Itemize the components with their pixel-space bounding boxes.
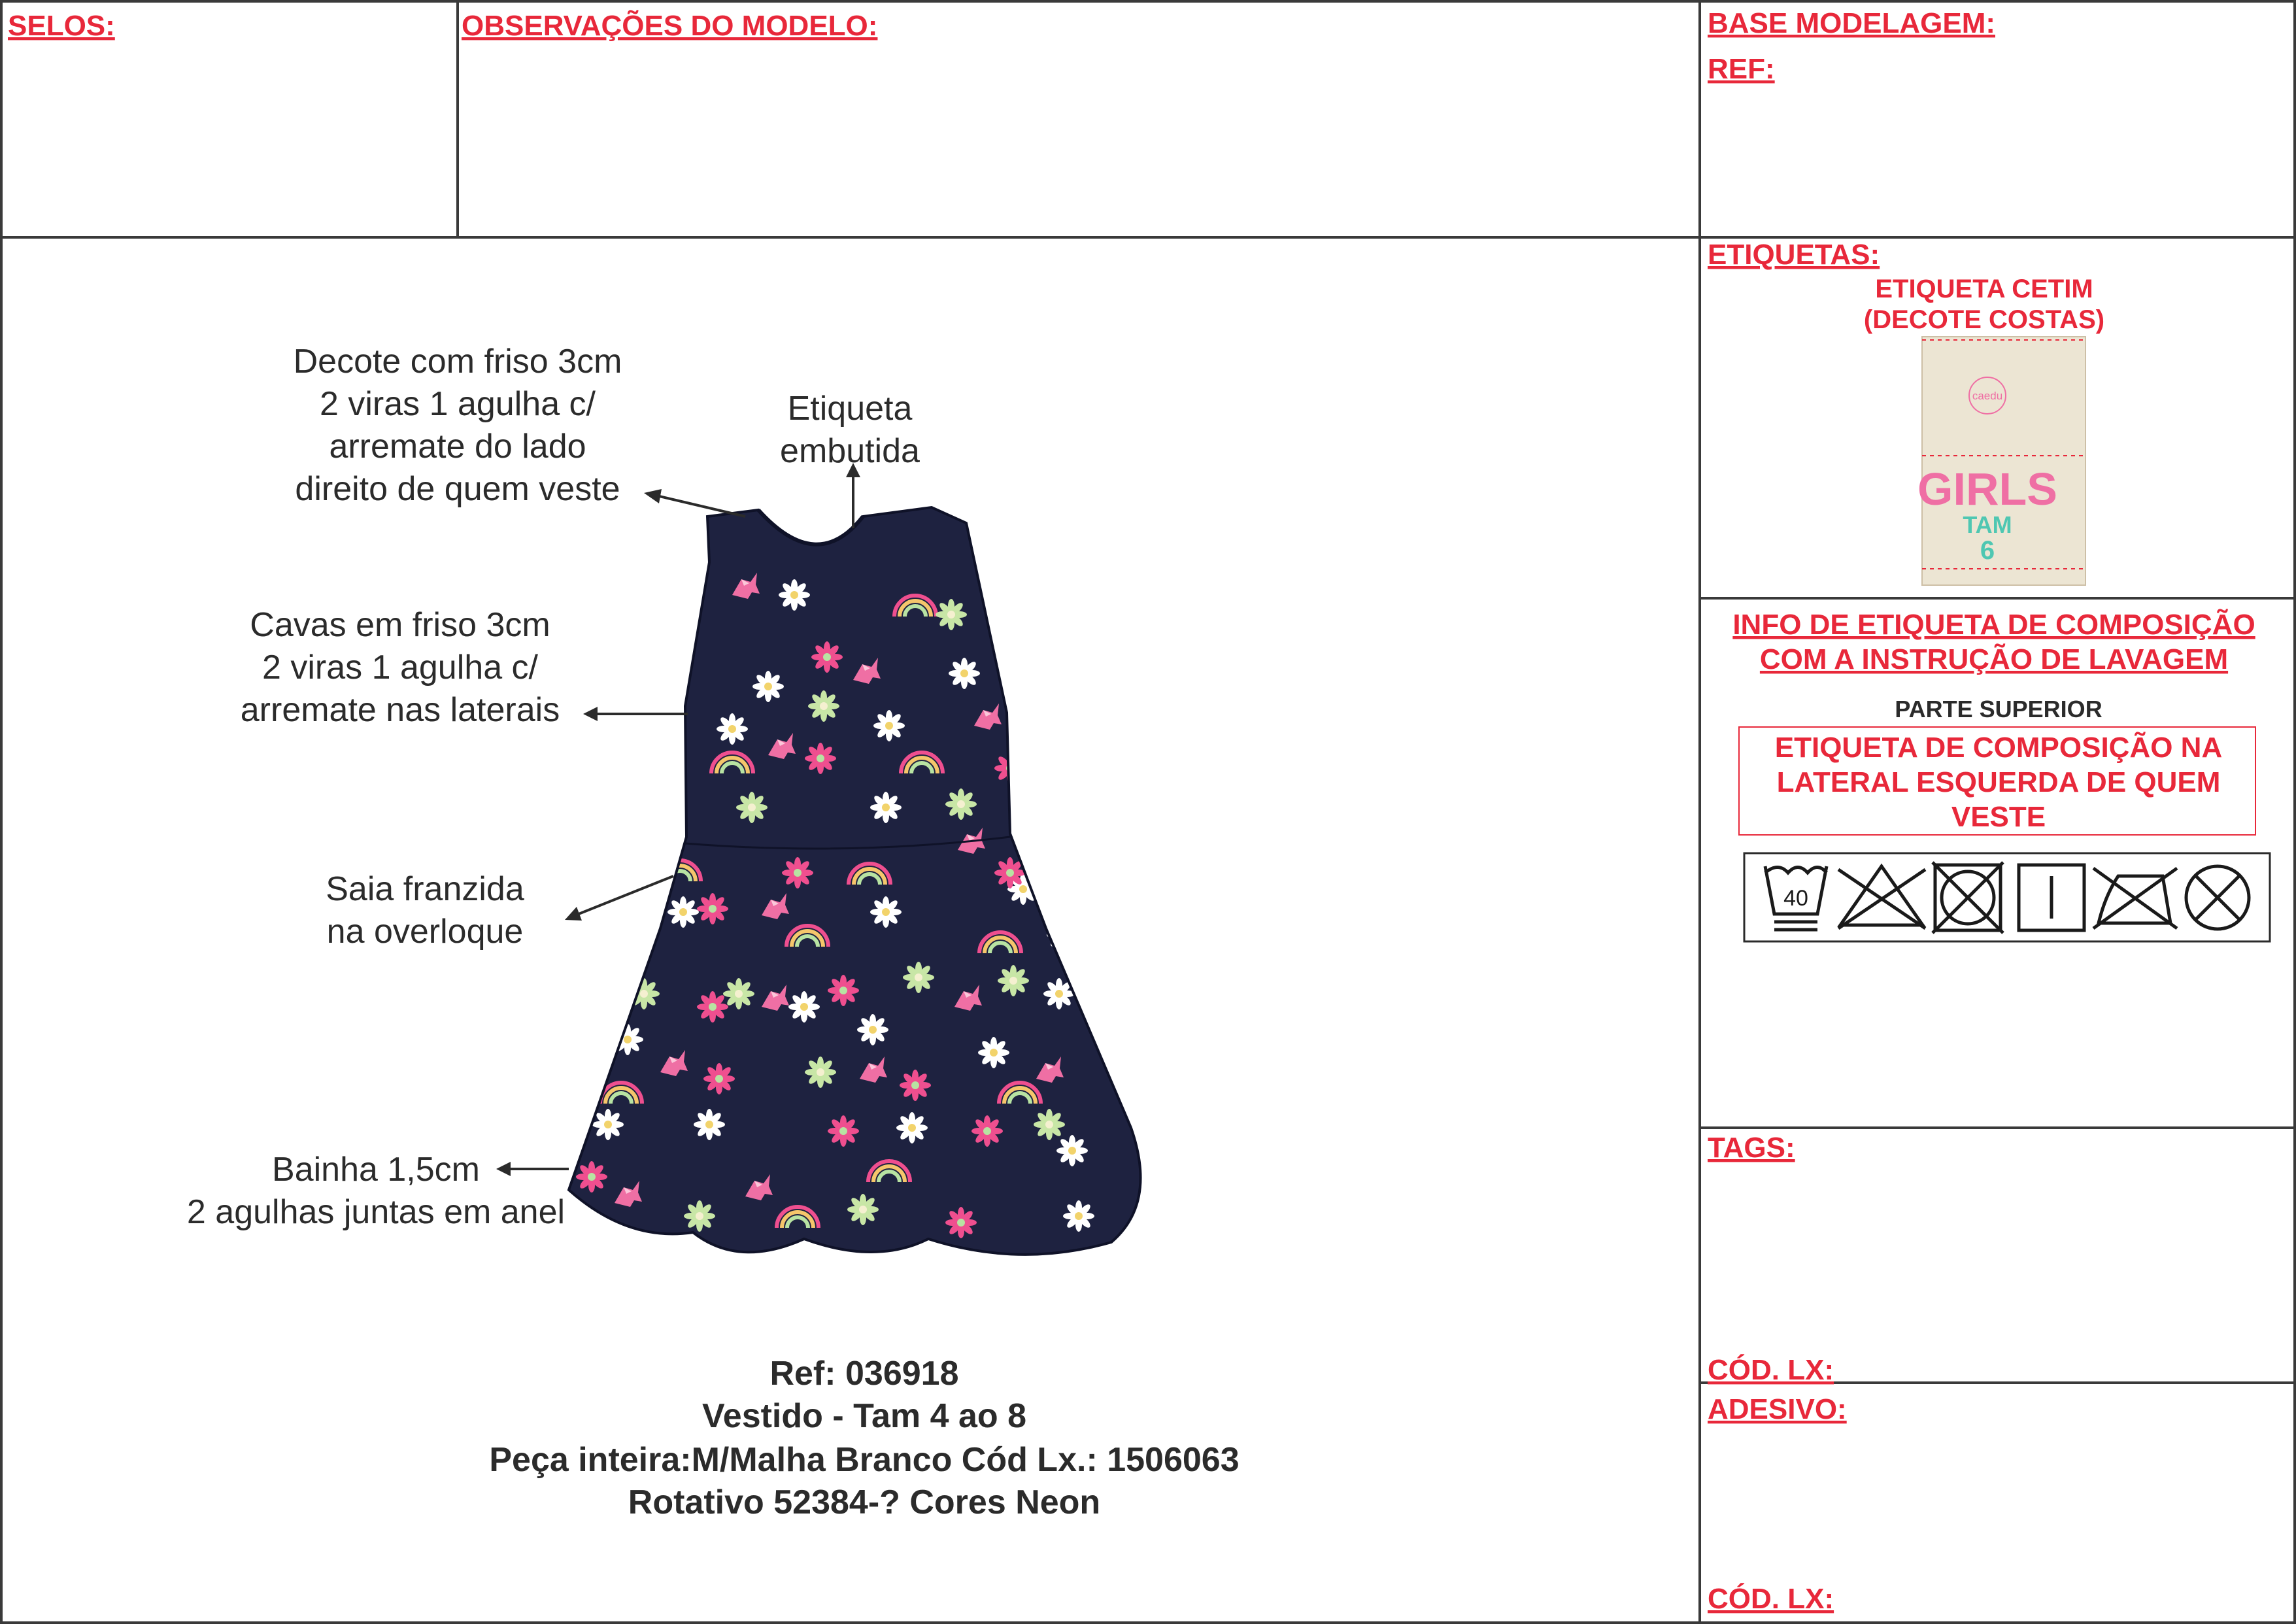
label-brand: caedu bbox=[1972, 390, 2003, 402]
composicao-title-line2: COM A INSTRUÇÃO DE LAVAGEM bbox=[1759, 643, 2229, 675]
tags-label: TAGS: bbox=[1708, 1132, 1795, 1164]
cavas-line1: Cavas em friso 3cm bbox=[250, 606, 550, 644]
etiqueta-line2: embutida bbox=[780, 432, 920, 470]
saia-line2: na overloque bbox=[326, 913, 524, 951]
decote-line1: Decote com friso 3cm bbox=[293, 343, 622, 381]
dress-illustration bbox=[569, 507, 1141, 1255]
ref-label: REF: bbox=[1708, 53, 1775, 85]
base-modelagem-label: BASE MODELAGEM: bbox=[1708, 7, 1995, 39]
decote-line4: direito de quem veste bbox=[295, 470, 620, 508]
product-print: Rotativo 52384-? Cores Neon bbox=[628, 1483, 1101, 1521]
adesivo-label: ADESIVO: bbox=[1708, 1393, 1847, 1425]
wash-temp: 40 bbox=[1783, 886, 1808, 911]
product-material: Peça inteira:M/Malha Branco Cód Lx.: 1506063 bbox=[489, 1441, 1240, 1479]
cod-lx-label-2: CÓD. LX: bbox=[1708, 1583, 1834, 1615]
product-name: Vestido - Tam 4 ao 8 bbox=[701, 1397, 1027, 1435]
cavas-line3: arremate nas laterais bbox=[240, 691, 560, 729]
grid-frame bbox=[1, 1, 2295, 1623]
care-symbols-box bbox=[1744, 853, 2270, 941]
cavas-line2: 2 viras 1 agulha c/ bbox=[262, 649, 539, 686]
wash-40-icon bbox=[1765, 866, 1827, 930]
etiqueta-cetim-line2: (DECOTE COSTAS) bbox=[1863, 305, 2105, 334]
bainha-line2: 2 agulhas juntas em anel bbox=[186, 1193, 566, 1231]
decote-line2: 2 viras 1 agulha c/ bbox=[319, 385, 596, 423]
saia-line1: Saia franzida bbox=[326, 870, 524, 908]
no-tumble-dry-icon bbox=[1933, 862, 2003, 933]
composicao-title-line1: INFO DE ETIQUETA DE COMPOSIÇÃO bbox=[1732, 609, 2255, 641]
label-girls: GIRLS bbox=[1917, 464, 2057, 515]
observacoes-label: OBSERVAÇÕES DO MODELO: bbox=[462, 10, 878, 42]
product-ref: Ref: 036918 bbox=[769, 1355, 959, 1393]
no-dry-clean-icon bbox=[2186, 866, 2249, 929]
composicao-box-line3: VESTE bbox=[1951, 801, 2046, 833]
label-size: 6 bbox=[1980, 536, 1995, 565]
line-dry-icon bbox=[2019, 865, 2084, 930]
etiquetas-label: ETIQUETAS: bbox=[1708, 239, 1880, 271]
decote-line3: arremate do lado bbox=[329, 428, 586, 465]
label-tam: TAM bbox=[1963, 511, 2012, 538]
composicao-box-line2: LATERAL ESQUERDA DE QUEM bbox=[1776, 766, 2221, 798]
selos-label: SELOS: bbox=[8, 10, 115, 42]
composicao-box-line1: ETIQUETA DE COMPOSIÇÃO NA bbox=[1774, 732, 2223, 764]
no-iron-icon bbox=[2093, 868, 2177, 928]
etiqueta-line1: Etiqueta bbox=[787, 390, 913, 428]
bainha-line1: Bainha 1,5cm bbox=[272, 1151, 480, 1189]
satin-label-image bbox=[1917, 337, 2085, 585]
no-bleach-icon bbox=[1838, 866, 1925, 928]
parte-superior: PARTE SUPERIOR bbox=[1895, 696, 2102, 722]
cod-lx-label-1: CÓD. LX: bbox=[1708, 1354, 1834, 1386]
etiqueta-cetim-line1: ETIQUETA CETIM bbox=[1875, 275, 2093, 303]
